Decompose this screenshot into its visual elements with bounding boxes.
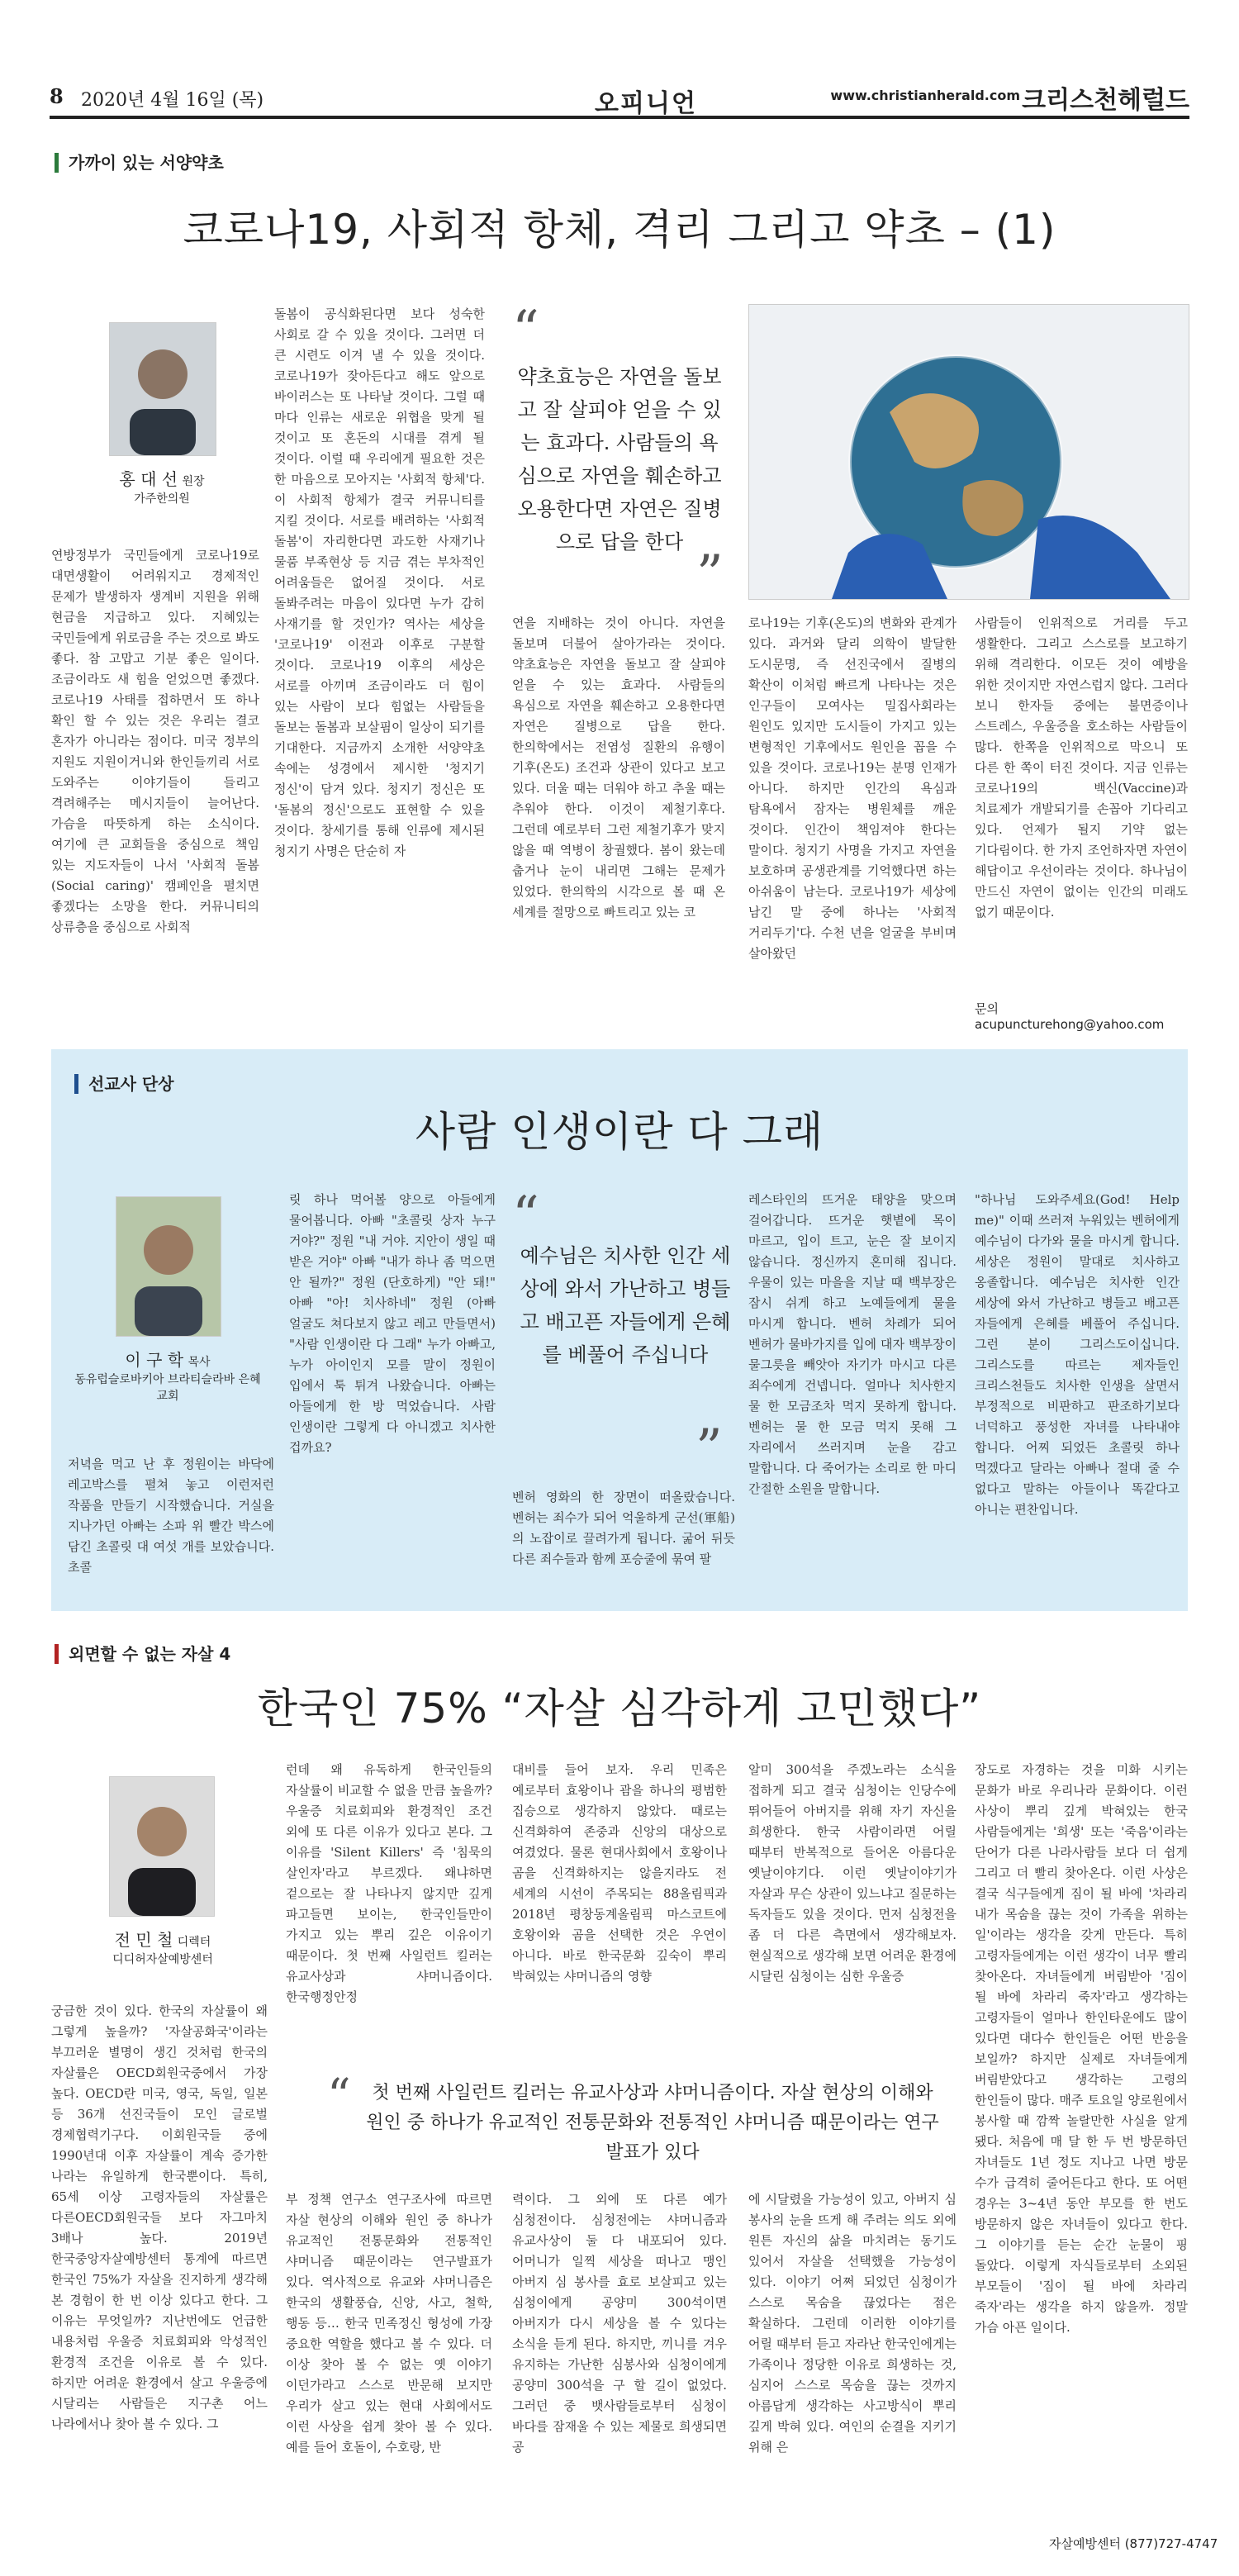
article-column: 에 시달렸을 가능성이 있고, 아버지 심 봉사의 눈을 뜨게 해 주려는 의도 외에 원튼 자신의 삶을 마치려는 동기도 있어서 자살을 선택했을 가능성이 있다. 이야기 어쩌 되었던 심청이가 스스로 목숨을 끊었다는 점은 확실하다. 그런데 이러한 이야기를 어릴 때부터 듣고 자라난 한국인에게는 가족이나 정당한 이유로 희생하는 것, 심지어 스스로 목숨을 끊는 것까지 아름답게 생각하는 사고방식이 뿌리 깊게 박혀 있다. 여인의 순결을 지키기 위해 은 <box>748 2192 957 2455</box>
article-column: 레스타인의 뜨거운 태양을 맞으며 걸어갑니다. 뜨거운 햇볕에 목이 마르고, 입이 트고, 눈은 잘 보이지 않습니다. 정신까지 혼미해 집니다. 우물이 있는 마을을 지날 때 백부장은 잠시 쉬게 하고 노예들에게 물을 마시게 합니다. 벤허 차례가 되어 벤허가 물바가지를 입에 대자 백부장이 물그릇을 빼앗아 자기가 마시고 다른 죄수에게 건넵니다. 얼마나 치사한지 물 한 모금조차 먹지 못하게 합니다. 벤허는 물 한 모금 먹지 못해 그 자리에서 쓰러지며 눈을 감고 말합니다. 다 죽어가는 소리로 한 마디 간절한 소원을 말합니다. <box>748 1192 957 1496</box>
author-byline <box>83 466 241 506</box>
section-name: 오피니언 <box>595 89 697 118</box>
article-title: 사람 인생이란 다 그래 <box>415 1108 824 1156</box>
author-name: 홍 대 선 <box>119 469 178 489</box>
article-column: 로나19는 기후(온도)의 변화와 관계가 있다. 과거와 달리 의학이 발달한 도시문명, 즉 선진국에서 질병의 확산이 이처럼 빠르게 나타나는 것은 인구들이 모여사는 밀집사회라는 원인도 있지만 도시들이 가지고 있는 변형적인 기후에서도 원인을 꼽을 수 있을 것이다. 코로나19는 분명 인재가 아니다. 하지만 인간의 욕심과 탐욕에서 잠자는 병원체를 깨운 것이다. 인간이 책임져야 한다는 말이다. 청지기 사명을 가지고 자연을 보호하며 공생관계를 기억했다면 하는 아쉬움이 남는다. 코로나19가 세상에 남긴 말 중에 하나는 '사회적 거리두기'다. 수천 년을 얼굴을 부비며 살아왔던 <box>748 615 957 961</box>
author-byline <box>76 1927 249 1967</box>
open-quote-icon: “ <box>327 2070 351 2123</box>
author-org: 동유럽슬로바키아 브라티슬라바 은혜교회 <box>74 1373 261 1403</box>
series-label: 선교사 단상 <box>74 1074 174 1094</box>
pull-quote: 첫 번째 사일런트 킬러는 유교사상과 샤머니즘이다. 자살 현상의 이해와 원인 중 하나가 유교적인 전통문화와 전통적인 샤머니즘 때문이라는 연구발표가 있다 <box>366 2083 939 2163</box>
contact-info: 문의 acupuncturehong@yahoo.com <box>975 1001 1165 1032</box>
pull-quote: 예수님은 치사한 인간 세상에 와서 가난하고 병들고 배고픈 자들에게 은혜를 베풀어 주십니다 <box>520 1244 731 1366</box>
contact-info: 자살예방센터 (877)727-4747 <box>1049 2536 1218 2551</box>
close-quote-icon: ” <box>695 1419 723 1480</box>
globe-photo <box>748 304 1189 600</box>
series-label: 가까이 있는 서양약초 <box>55 153 224 173</box>
article-column: 연을 지배하는 것이 아니다. 자연을 돌보며 더불어 살아가라는 것이다. 약초효능은 자연을 돌보고 잘 살피야 얻을 수 있는 효과다. 사람들의 욕심으로 자연을 훼손하고 오용한다면 자연은 질병으로 답을 한다. 한의학에서는 전염성 질환의 유행이 기후(온도) 조건과 상관이 있다고 보고 있다. 더울 때는 더워야 하고 추울 때는 추워야 한다. 이것이 제철기후다. 그런데 예로부터 그런 제철기후가 맞지 않을 때 역병이 창궐했다. 봄이 왔는데 춥거나 눈이 내리면 그해는 문제가 있었다. 한의학의 시각으로 볼 때 온 세계를 절망으로 빠트리고 있는 코 <box>512 615 725 920</box>
author-name: 전 민 철 <box>114 1930 173 1950</box>
article-column: "하나님 도와주세요(God! Help me)" 이때 쓰러져 누워있는 벤허에게 예수님이 다가와 물을 마시게 합니다. 세상은 정원이 말대로 치사하고 옹졸합니다. 예수님은 치사한 인간 세상에 와서 가난하고 병들고 배고픈 자들에게 은혜를 베풀어 주십니다. 그런 분이 그리스도이십니다. 그리스도를 따르는 제자들인 크리스천들도 치사한 인생을 살면서 부정적으로 비판하고 판조하기보다 너덕하고 풍성한 자녀를 나타내야 합니다. 어찌 되었든 초콜릿 하나 먹겠다고 달라는 아빠나 절대 줄 수 없다고 말하는 아들이나 똑같다고 아니는 편찬입니다. <box>975 1192 1180 1517</box>
author-org: 디디허자살예방센터 <box>112 1953 213 1966</box>
author-byline <box>73 1347 263 1404</box>
article-column: 부 정책 연구소 연구조사에 따르면 자살 현상의 이해와 원인 중 하나가 유교적인 전통문화와 전통적인 샤머니즘 때문이라는 연구발표가 있다. 역사적으로 유교와 샤머니즘은 한국의 생활풍습, 신앙, 사고, 철학, 행동 등… 한국 민족정신 형성에 가장 중요한 역할을 했다고 볼 수 있다. 더 이상 찾아 볼 수 없는 옛 이야기 이던가라고 스스로 반문해 보지만 우리가 살고 있는 현대 사회에서도 이런 사상을 쉽게 찾아 볼 수 있다. 예를 들어 호돌이, 수호랑, 반 <box>286 2192 492 2455</box>
site-url[interactable]: www.christianherald.com <box>830 88 1020 103</box>
article-column: 사람들이 인위적으로 거리를 두고 생활한다. 그리고 스스로를 보고하기 위해 격리한다. 이모든 것이 예방을 위한 것이지만 자연스럽지 않다. 그러다 보니 한자들 중에는 불면증이나 스트레스, 우울증을 호소하는 사람들이 많다. 한쪽을 인위적으로 막으니 또 다른 한 쪽이 터진 것이다. 지금 인류는 코로나19의 백신(Vaccine)과 치료제가 개발되기를 손꼽아 기다리고 있다. 언제가 될지 기약 없는 기다림이다. 한 가지 조언하자면 자연이 해답이고 우선이라는 것이다. 하나님이 만드신 자연이 없이는 인간의 미래도 없기 때문이다. <box>975 615 1188 920</box>
person-icon <box>110 1777 214 1916</box>
globe-icon <box>749 305 1189 599</box>
article-title: 코로나19, 사회적 항체, 격리 그리고 약초 – (1) <box>183 206 1056 254</box>
author-role: 목사 <box>188 1356 211 1369</box>
author-photo <box>109 1776 215 1917</box>
author-photo <box>109 322 216 456</box>
series-label: 외면할 수 없는 자살 4 <box>55 1644 230 1664</box>
article-column: 저녁을 먹고 난 후 정원이는 바닥에 레고박스를 펼쳐 놓고 이런저런 작품을 만들기 시작했습니다. 거실을 지나가던 아빠는 소파 위 빨간 박스에 담긴 초콜릿 대 여섯 개를 보았습니다. 초콜 <box>68 1457 274 1575</box>
author-name: 이 구 학 <box>125 1350 184 1370</box>
author-role: 원장 <box>182 475 205 488</box>
article-title: 한국인 75% “자살 심각하게 고민했다” <box>257 1685 982 1732</box>
author-photo <box>116 1196 221 1337</box>
page-header <box>50 76 1189 119</box>
pull-quote: 약초효능은 자연을 돌보고 잘 살피야 얻을 수 있는 효과다. 사람들의 욕심으로 자연을 훼손하고 오용한다면 자연은 질병으로 답을 한다 <box>517 365 722 554</box>
person-icon <box>116 1197 221 1336</box>
newspaper-logo: 크리스천헤럴드 <box>1022 86 1189 115</box>
article-column: 력이다. 그 외에 또 다른 예가 심청전이다. 심청전에는 샤머니즘과 유교사상이 둘 다 내포되어 있다. 어머니가 일찍 세상을 떠나고 맹인 아버지 심 봉사를 효로 보살피고 있는 심청이에게 공양미 300석이면 아버지가 다시 세상을 볼 수 있다는 소식을 듣게 된다. 하지만, 끼니를 겨우 유지하는 가난한 심봉사와 심청이에게 공양미 300석을 구 할 길이 없었다. 그러던 중 뱃사람들로부터 심청이 바다를 잠재울 수 있는 제물로 희생되면 공 <box>512 2192 727 2455</box>
article-column: 궁금한 것이 있다. 한국의 자살률이 왜 그렇게 높을까? '자살공화국'이라는 부끄러운 별명이 생긴 것처럼 한국의 자살률은 OECD회원국중에서 가장 높다. OECD란 미국, 영국, 독일, 일본 등 36개 선진국들이 모인 글로벌 경제협력기구다. 이회원국들 중에 1990년대 이후 자살률이 계속 증가한 나라는 유일하게 한국뿐이다. 특히, 65세 이상 고령자들의 자살률은 다른OECD회원국들 보다 자그마치 3배나 높다. 2019년 한국중앙자살예방센터 통계에 따르면 한국인 75%가 자살을 진지하게 생각해 본 경험이 한 번 이상 있다고 한다. 그 이유는 무엇일까? 지난번에도 언급한 내용처럼 우울증 치료회피와 악성적인 환경적 조건을 이유로 볼 수 있다. 하지만 어려운 환경에서 살고 우울증에 시달리는 사람들은 지구촌 어느 나라에서나 찾아 볼 수 있다. 그 <box>51 2003 268 2431</box>
open-quote-icon: “ <box>512 1186 539 1247</box>
person-icon <box>110 323 216 455</box>
article-column: 장도로 자경하는 것을 미화 시키는 문화가 바로 우리나라 문화이다. 이런 사상이 뿌리 깊게 박혀있는 한국 사람들에게는 '희생' 또는 '죽음'이라는 단어가 다른 나라사람들 보다 더 쉽게 그리고 더 빨리 찾아온다. 이런 사상은 결국 식구들에게 짐이 될 바에 '차라리 내가 목숨을 끊는 것이 가족을 위하는 일'이라는 생각을 갖게 만든다. 특히 고령자들에게는 이런 생각이 너무 빨리 찾아온다. 자녀들에게 버림받아 '짐이 될 바에 차라리 죽자'라고 생각하는 고령자들이 얼마나 한인타운에도 많이 있다면 대다수 한인들은 어떤 반응을 보일까? 하지만 실제로 자녀들에게 버림받았다고 생각하는 고령의 한인들이 많다. 매주 토요일 양로원에서 봉사할 때 깜짝 놀랄만한 사실을 알게 됐다. 처음에 매 달 한 두 번 방문하던 자녀들도 1년 정도 지나고 나면 방문 수가 급격히 줄어든다고 한다. 또 어떤 경우는 3~4년 동안 부모를 한 번도 방문하지 않은 자녀들이 있다고 한다. 그 이야기를 듣는 순간 눈물이 핑 돌았다. 이렇게 자식들로부터 소외된 부모들이 '짐이 될 바에 차라리 죽자'라는 생각을 하지 않을까. 정말 가슴 아픈 일이다. <box>975 1762 1188 2335</box>
page-number: 8 <box>50 84 64 108</box>
article-column: 런데 왜 유독하게 한국인들의 자살률이 비교할 수 없을 만큼 높을까? 우울증 치료회피와 환경적인 조건 외에 또 다른 이유가 있다고 본다. 그 이유를 'Silent Killers' 즉 '침묵의 살인자'라고 부르겠다. 왜냐하면 겉으로는 잘 나타나지 않지만 깊게 파고들면 보이는, 한국인들만이 가지고 있는 뿌리 깊은 이유이기 때문이다. 첫 번째 사일런트 킬러는 유교사상과 샤머니즘이다. 한국행정안정 <box>286 1762 492 2004</box>
open-quote-icon: “ <box>512 300 539 361</box>
article-column: 릿 하나 먹어볼 양으로 아들에게 물어봅니다. 아빠 "초콜릿 상자 누구 거야?" 정원 "내 거야. 지안이 생일 때 받은 거야" 아빠 "내가 하나 좀 먹으면 안 될까?" 정원 (단호하게) "안 돼!" 아빠 "아! 치사하네" 정원 (아빠 얼굴도 쳐다보지 않고 레고 만들면서) "사람 인생이란 다 그래" 누가 아빠고, 누가 아이인지 모를 말이 정원이 입에서 툭 튀겨 나왔습니다. 아빠는 아들에게 한 방 먹었습니다. 사람 인생이란 그렇게 다 아니겠고 치사한 겁까요? <box>289 1192 496 1455</box>
article-column: 연방정부가 국민들에게 코로나19로 대면생활이 어려워지고 경제적인 문제가 발생하자 생계비 지원을 위해 현금을 지급하고 있다. 지혜있는 국민들에게 위로금을 주는 것으로 봐도 좋다. 참 고맙고 기분 좋은 일이다. 조금이라도 새 힘을 얻었으면 좋겠다. 코로나19 사태를 접하면서 또 하나 확인 할 수 있는 것은 우리는 결코 혼자가 아니라는 점이다. 미국 정부의 지원도 지원이거니와 한인들끼리 서로 도와주는 이야기들이 들리고 격려해주는 메시지들이 늘어난다. 가슴을 따뜻하게 하는 소식이다. 여기에 큰 교회들을 중심으로 책임 있는 지도자들이 나서 '사회적 돌봄(Social caring)' 캠페인을 펼치면 좋겠다는 소망을 한다. 커뮤니티의 상류층을 중심으로 사회적 <box>51 548 259 934</box>
article-column: 알미 300석을 주겠노라는 소식을 접하게 되고 결국 심청이는 인당수에 뛰어들어 아버지를 위해 자기 자신을 희생한다. 한국 사람이라면 어릴 때부터 반복적으로 들어온 아름다운 옛날이야기다. 이런 옛날이야기가 자살과 무슨 상관이 있느냐고 질문하는 독자들도 있을 것이다. 먼저 심청전을 좀 더 다른 측면에서 생각해보자. 현실적으로 생각해 보면 어려운 환경에 시달린 심청이는 심한 우울증 <box>748 1762 957 1984</box>
close-quote-icon: ” <box>696 544 724 606</box>
article-column: 벤허 영화의 한 장면이 떠올랐습니다. 벤허는 죄수가 되어 억울하게 군선(軍船)의 노잡이로 끌려가게 됩니다. 굶어 뒤듯 다른 죄수들과 함께 포승줄에 묶여 팔 <box>512 1490 735 1566</box>
article-column: 대비를 들어 보자. 우리 민족은 예로부터 효왕이나 괌을 하나의 평범한 집승으로 생각하지 않았다. 때로는 신격화하여 존중과 신앙의 대상으로 여겼었다. 물론 현대사회에서 호왕이나 곰을 신격화하지는 않을지라도 전 세계의 시선이 주목되는 88올림픽과 2018년 평창동계올림픽 마스코트에 호왕이와 곰을 선택한 것은 우연이 아니다. 바로 한국문화 깊숙이 뿌리 박혀있는 샤머니즘의 영향 <box>512 1762 727 1984</box>
author-role: 디렉터 <box>177 1936 211 1949</box>
issue-date: 2020년 4월 16일 (목) <box>81 90 264 111</box>
author-org: 가주한의원 <box>134 492 190 506</box>
article-column: 돌봄이 공식화된다면 보다 성숙한 사회로 갈 수 있을 것이다. 그러면 더 큰 시련도 이겨 낼 수 있을 것이다. 코로나19가 잦아든다고 해도 앞으로 바이러스는 또 나타날 것이다. 그럴 때 마다 인류는 새로운 위협을 맞게 될 것이고 또 혼돈의 시대를 겪게 될 것이다. 이럴 때 우리에게 필요한 것은 한 마음으로 모아지는 '사회적 항체'다. 이 사회적 항체가 결국 커뮤니티를 지킬 것이다. 서로를 배려하는 '사회적 돌봄'이 자리한다면 과도한 사재기나 물품 부족현상 등 지금 겪는 부차적인 어려움들은 없어질 것이다. 서로 돌봐주려는 마음이 있다면 누가 감히 사재기를 할 것인가? 역사는 세상을 '코로나19' 이전과 이후로 구분할 것이다. 코로나19 이후의 세상은 서로를 아끼며 조금이라도 더 힘이 있는 사람이 보다 힘없는 사람들을 돌보는 돌봄과 보살핌이 일상이 되기를 기대한다. 지금까지 소개한 서양약초 속에는 성경에서 제시한 '청지기 정신'이 담겨 있다. 청지기 정신은 또 '돌봄의 정신'으로도 표현할 수 있을 것이다. 창세기를 통해 인류에 제시된 청지기 사명은 단순히 자 <box>274 307 485 858</box>
